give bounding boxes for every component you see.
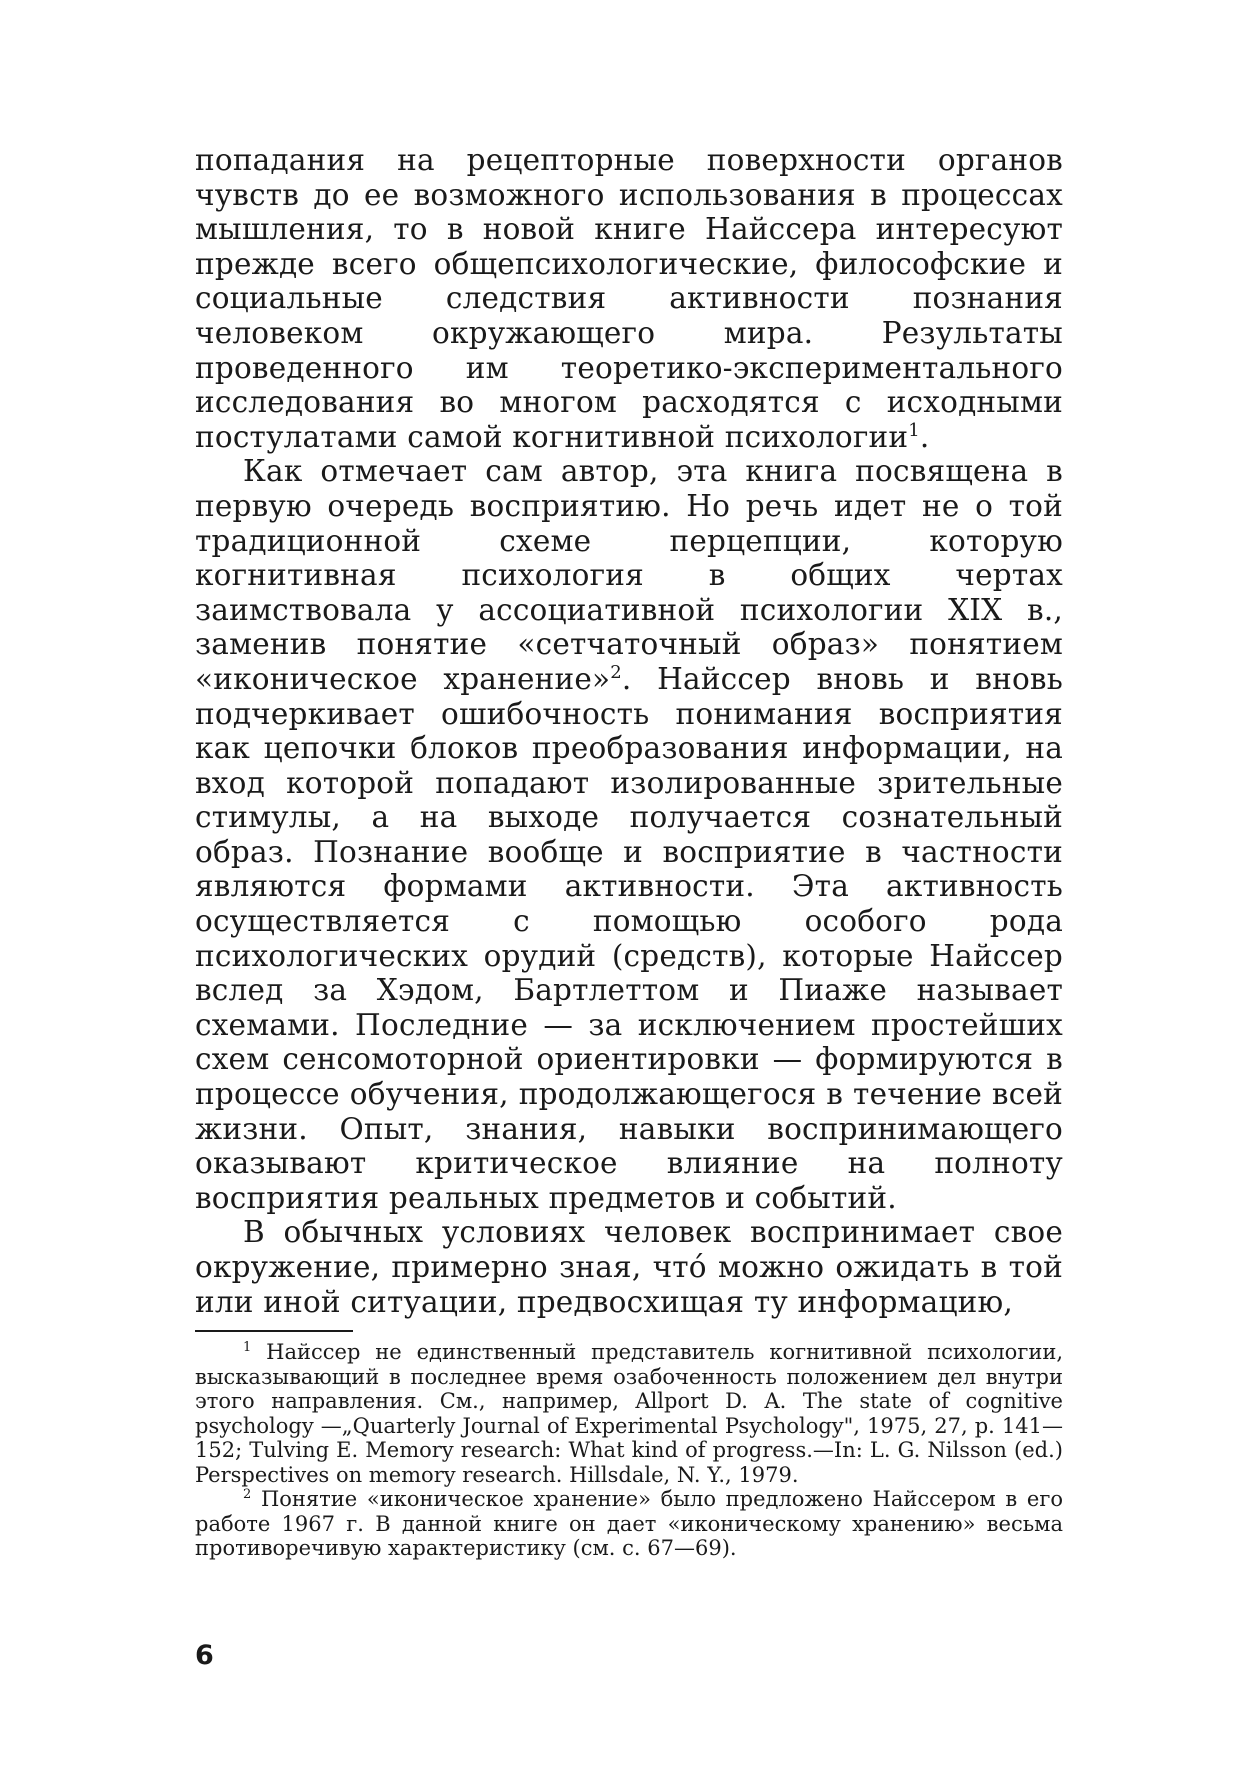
footnote-2-text: Понятие «иконическое хранение» было предложено Найссером в его работе 1967 г. В данной книге он дает «иконическому хранению» весьма противоречивую характеристику (см. с. 67—69). [195,1487,1063,1560]
paragraph-3-text: В обычных условиях человек воспринимает свое окружение, примерно зная, что́ можно ожидать в той или иной ситуации, предвосхищая ту информацию, [195,1215,1063,1319]
paragraph-2 [195,454,1063,1215]
footnote-1-text: Найссер не единственный представитель когнитивной психологии, высказывающий в последнее время озабоченность положением дел внутри этого направления. См., например, Allport D. A. The state of cognitive psychology —„Quarterly Journal of Experimental Psychology", 1975, 27, p. 141—152; Tulving E. Memory research: What kind of progress.—In: L. G. Nilsson (ed.) Perspectives on memory research. Hillsdale, N. Y., 1979. [195,1340,1063,1487]
paragraph-1 [195,143,1063,454]
paragraph-1-tail: . [919,419,930,454]
paragraph-2-text: Как отмечает сам автор, эта книга посвящена в первую очередь восприятию. Но речь идет не о той традиционной схеме перцепции, которую когнитивная психология в общих чертах заимствовала у ассоциативной психологии XIX в., заменив понятие «сетчаточный образ» понятием «иконическое хранение» [195,454,1063,696]
paragraph-1-text: попадания на рецепторные поверхности органов чувств до ее возможного использования в процессах мышления, то в новой книге Найссера интересуют прежде всего общепсихологические, философские и социальные следствия активности познания человеком окружающего мира. Результаты проведенного им теоретико-экспериментального исследования во многом расходятся с исходными постулатами самой когнитивной психологии [195,143,1063,454]
footnote-1-mark: 1 [243,1340,252,1355]
footnote-2 [195,1487,1063,1561]
paragraph-2-tail: . Найссер вновь и вновь подчеркивает ошибочность понимания восприятия как цепочки блоков преобразования информации, на вход которой попадают изолированные зрительные стимулы, а на выходе получается сознательный образ. Познание вообще и восприятие в частности являются формами активности. Эта активность осуществляется с помощью особого рода психологических орудий (средств), которые Найссер вслед за Хэдом, Бартлеттом и Пиаже называет схемами. Последние — за исключением простейших схем сенсомоторной ориентировки — формируются в процессе обучения, продолжающегося в течение всей жизни. Опыт, знания, навыки воспринимающего оказывают критическое влияние на полноту восприятия реальных предметов и событий. [195,661,1063,1215]
page-number: 6 [195,1640,214,1671]
footnotes [195,1340,1063,1561]
footnote-1 [195,1340,1063,1487]
main-text [195,143,1063,1319]
footnote-ref-1: 1 [908,419,920,441]
paragraph-3 [195,1215,1063,1319]
footnote-2-mark: 2 [243,1487,252,1502]
footnote-ref-2: 2 [610,662,622,684]
footnote-divider [195,1330,353,1332]
